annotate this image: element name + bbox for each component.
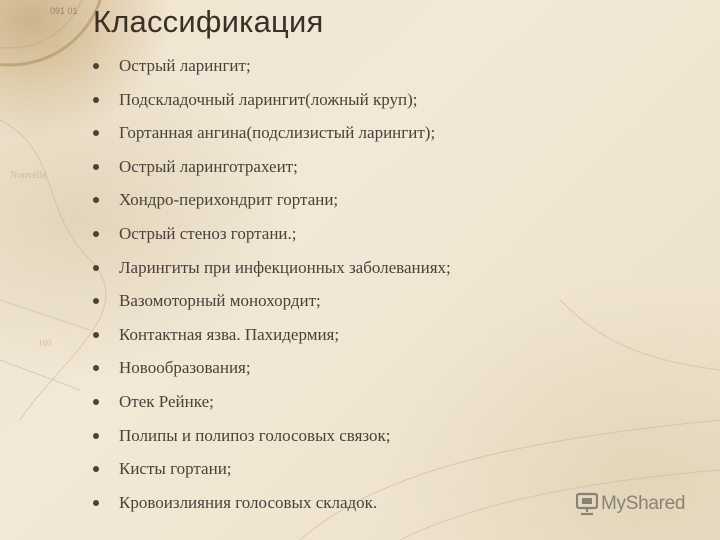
list-item-text: Острый ларингит;	[119, 56, 251, 75]
list-item-text: Кровоизлияния голосовых складок.	[119, 492, 378, 512]
compass-decoration	[0, 0, 105, 65]
list-item	[93, 253, 451, 287]
list-item	[93, 353, 451, 387]
presentation-board-icon	[576, 492, 598, 516]
bullet-icon	[93, 365, 99, 371]
list-item-text: Острый стеноз гортани.;	[119, 223, 297, 243]
bullet-icon	[93, 500, 99, 506]
map-label: Nouvelle	[10, 170, 47, 181]
list-item-text: Кисты гортани;	[119, 459, 232, 479]
classification-list	[93, 51, 451, 521]
bullet-icon	[93, 433, 99, 439]
watermark-text: MyShared	[601, 493, 686, 514]
bullet-icon	[93, 63, 99, 69]
map-scale: 100	[38, 338, 52, 348]
list-item-text: Вазомоторный монохордит;	[119, 291, 321, 311]
list-item-text: Новообразования;	[119, 358, 251, 378]
list-item	[93, 118, 451, 152]
list-item	[93, 454, 451, 488]
bullet-icon	[93, 231, 99, 237]
bullet-icon	[93, 298, 99, 304]
list-item	[93, 286, 451, 320]
bullet-icon	[93, 265, 99, 271]
list-item-text: Гортанная ангина(подслизистый ларингит);	[119, 123, 436, 143]
list-item	[93, 320, 451, 354]
list-item-text: Отек Рейнке;	[119, 391, 214, 411]
list-item-text: Контактная язва. Пахидермия;	[119, 324, 340, 344]
list-item	[93, 152, 451, 186]
bullet-icon	[93, 399, 99, 405]
list-item	[93, 488, 451, 522]
list-item-text: Полипы и полипоз голосовых связок;	[119, 425, 391, 445]
list-item	[93, 219, 451, 253]
list-item	[93, 51, 451, 85]
list-item-text: Хондро-перихондрит гортани;	[119, 190, 339, 210]
slide-title: Классификация	[93, 4, 324, 39]
bullet-icon	[93, 197, 99, 203]
list-item	[93, 85, 451, 119]
list-item	[93, 421, 451, 455]
list-item-text: Острый ларинготрахеит;	[119, 156, 298, 176]
list-item	[93, 185, 451, 219]
compass-numbers: 091 01	[50, 6, 78, 16]
bullet-icon	[93, 97, 99, 103]
bullet-icon	[93, 130, 99, 136]
list-item-text: Ларингиты при инфекционных заболеваниях;	[119, 257, 451, 277]
bullet-icon	[93, 164, 99, 170]
list-item	[93, 387, 451, 421]
bullet-icon	[93, 332, 99, 338]
bullet-icon	[93, 466, 99, 472]
myshared-watermark[interactable]	[576, 492, 685, 516]
list-item-text: Подскладочный ларингит(ложный круп);	[119, 89, 418, 109]
